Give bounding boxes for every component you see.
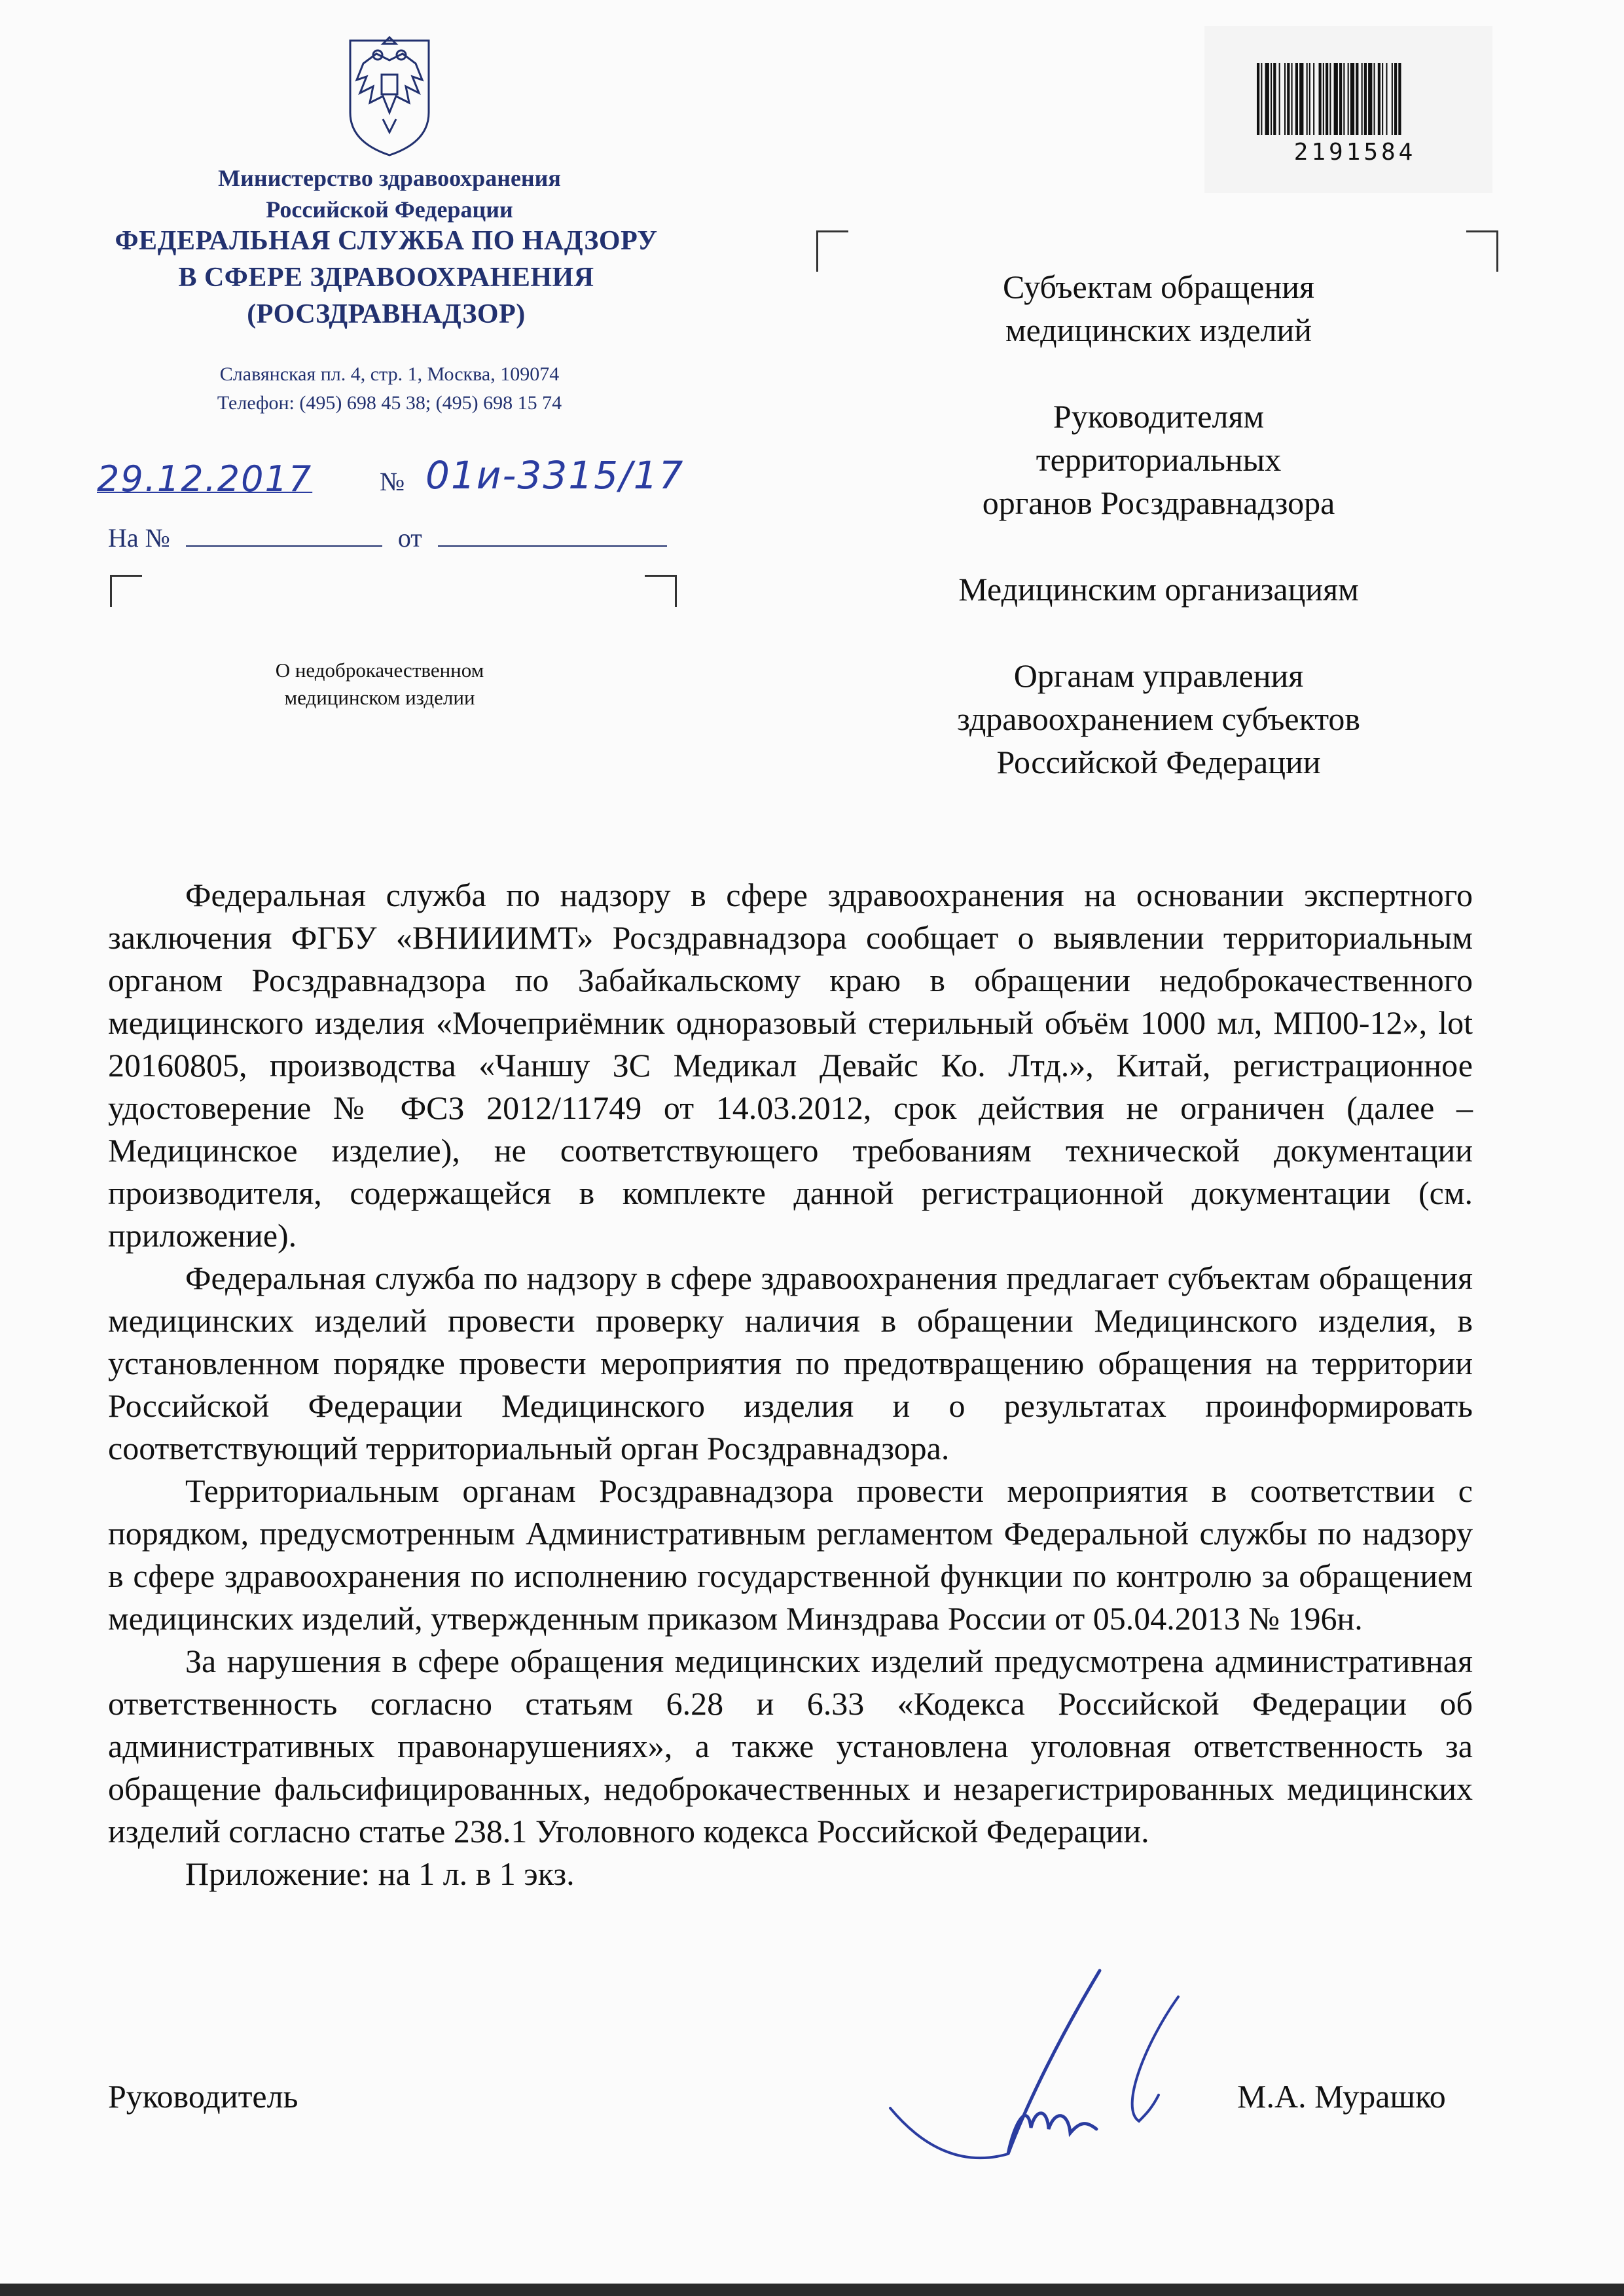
recipient-group: Медицинским организациям	[958, 571, 1359, 608]
barcode-number: 2191584	[1293, 139, 1416, 166]
registration-number: 01и-3315/17	[425, 453, 685, 498]
barcode-bar	[1394, 63, 1397, 135]
ministry-line-1: Министерство здравоохранения	[218, 165, 561, 191]
agency-address: Славянская пл. 4, стр. 1, Москва, 109074	[219, 363, 560, 385]
signatory-name: М.А. Мурашко	[1237, 2078, 1446, 2115]
barcode-bar	[1348, 63, 1349, 135]
barcode-bar	[1398, 63, 1401, 135]
barcode-bar	[1309, 63, 1310, 135]
barcode-bar	[1350, 63, 1354, 135]
barcode-bar	[1378, 63, 1380, 135]
body-paragraph: Территориальным органам Росздравнадзора провести мероприятия в соответствии с порядком, предусмотренным Административным регламентом Федеральной службы по надзору в сфере здравоохранения по исполнению государственной функции по контролю за обращением медицинских изделий, утвержденным приказом Минздрава России от 05.04.2013 № 196н.	[108, 1472, 1473, 1637]
handwritten-signature	[864, 1958, 1204, 2187]
body-paragraph: Федеральная служба по надзору в сфере здравоохранения на основании экспертного заключения ФГБУ «ВНИИИМТ» Росздравнадзора сообщает о выявлении территориальным органом Росздравнадзора по Забайкальскому краю в обращении недоброкачественного медицинского изделия «Мочеприёмник одноразовый стерильный объём 1000 мл, МП00-12», lot 20160805, производства «Чаншу ЗС Медикал Девайс Ко. Лтд.», Китай, регистрационное удостоверение № ФСЗ 2012/11749 от 14.03.2012, срок действия не ограничен (далее – Медицинское изделие), не соответствующего требованиям технической документации производителя, содержащейся в комплекте данной регистрационной документации (см. приложение).	[108, 877, 1473, 1254]
agency-address-block	[98, 360, 681, 418]
barcode-bar	[1319, 63, 1322, 135]
agency-line-3: (РОСЗДРАВНАДЗОР)	[247, 299, 526, 329]
recipient-group: Руководителям территориальных органов Росздравнадзора	[982, 398, 1335, 521]
registration-date: 29.12.2017	[97, 458, 313, 500]
scan-edge	[0, 2284, 1624, 2296]
subject-line-2: медицинском изделии	[284, 686, 475, 709]
barcode-bar	[1313, 63, 1314, 135]
barcode-bar	[1326, 63, 1328, 135]
barcode	[1257, 63, 1453, 135]
reference-number-blank	[186, 523, 382, 547]
barcode-bar	[1343, 63, 1344, 135]
barcode-bar	[1362, 63, 1363, 135]
barcode-bar	[1334, 63, 1338, 135]
agency-phone: Телефон: (495) 698 45 38; (495) 698 15 74	[217, 392, 562, 414]
barcode-bar	[1364, 63, 1367, 135]
barcode-bar	[1382, 63, 1383, 135]
recipients-block	[857, 265, 1460, 827]
agency-name	[92, 223, 681, 333]
bracket-top-right	[645, 575, 677, 607]
barcode-bar	[1368, 63, 1372, 135]
barcode-bar	[1295, 63, 1298, 135]
subject-line-1: О недоброкачественном	[275, 659, 484, 682]
recipient-group: Субъектам обращения медицинских изделий	[1003, 268, 1314, 348]
agency-line-1: ФЕДЕРАЛЬНАЯ СЛУЖБА ПО НАДЗОРУ	[115, 226, 658, 256]
barcode-bar	[1386, 63, 1387, 135]
recipient-bracket-left	[816, 230, 848, 272]
reference-line	[108, 522, 667, 553]
letter-body	[108, 874, 1473, 1895]
coat-of-arms-emblem	[337, 34, 442, 158]
barcode-bar	[1307, 63, 1308, 135]
recipient-group: Органам управления здравоохранением субъектов Российской Федерации	[956, 657, 1361, 780]
barcode-bar	[1392, 63, 1393, 135]
barcode-bar	[1284, 63, 1286, 135]
ministry-line-2: Российской Федерации	[266, 196, 513, 223]
attachment-note: Приложение: на 1 л. в 1 экз.	[185, 1855, 575, 1892]
barcode-bar	[1273, 63, 1276, 135]
barcode-bar	[1279, 63, 1280, 135]
bracket-top-left	[110, 575, 142, 607]
reference-date-blank	[438, 523, 667, 547]
barcode-bar	[1339, 63, 1342, 135]
barcode-bar	[1287, 63, 1290, 135]
agency-line-2: В СФЕРЕ ЗДРАВООХРАНЕНИЯ	[178, 263, 594, 293]
barcode-bar	[1299, 63, 1303, 135]
signatory-title: Руководитель	[108, 2078, 298, 2115]
barcode-bar	[1356, 63, 1358, 135]
barcode-bar	[1374, 63, 1375, 135]
barcode-bar	[1257, 63, 1259, 135]
barcode-bar	[1291, 63, 1293, 135]
barcode-bar	[1329, 63, 1331, 135]
ministry-name	[151, 162, 628, 225]
barcode-bar	[1261, 63, 1262, 135]
body-paragraph: За нарушения в сфере обращения медицинских изделий предусмотрена административная ответственность согласно статьям 6.28 и 6.33 «Кодекса Российской Федерации об административных правонарушениях», а также установлена уголовная ответственность за обращение фальсифицированных, недоброкачественных и незарегистрированных медицинских изделий согласно статье 238.1 Уголовного кодекса Российской Федерации.	[108, 1643, 1473, 1850]
barcode-bar	[1323, 63, 1324, 135]
letter-subject	[216, 657, 543, 712]
barcode-bar	[1271, 63, 1272, 135]
body-paragraph: Федеральная служба по надзору в сфере здравоохранения предлагает субъектам обращения медицинских изделий провести проверку наличия в обращении Медицинского изделия, в установленном порядке провести мероприятия по предотвращению обращения на территории Российской Федерации Медицинского изделия и о результатах проинформировать соответствующий территориальный орган Росздравнадзора.	[108, 1260, 1473, 1467]
reference-number-label: На №	[108, 523, 170, 553]
barcode-bar	[1265, 63, 1269, 135]
recipient-bracket-right	[1466, 230, 1498, 272]
registration-number-label: №	[380, 467, 405, 496]
reference-date-label: от	[397, 523, 422, 553]
